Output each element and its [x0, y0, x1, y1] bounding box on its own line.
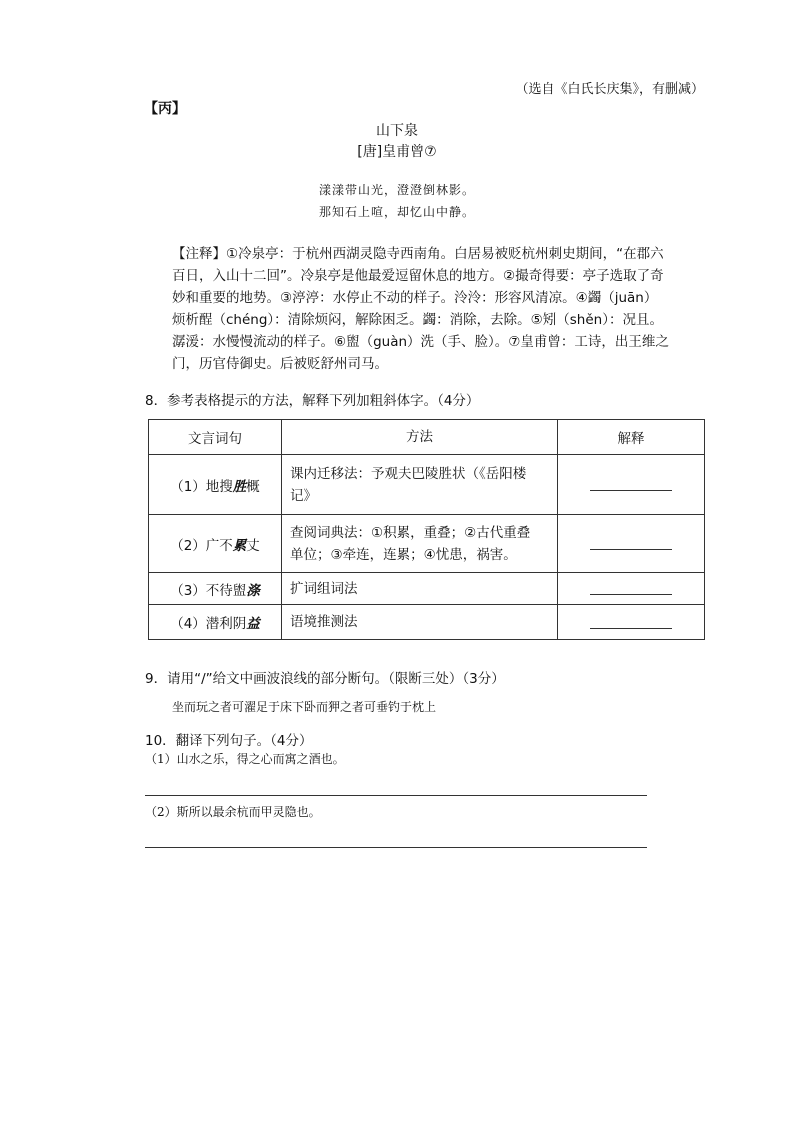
- method-cell: [282, 455, 558, 515]
- method-cell: [282, 515, 558, 573]
- answer-blank[interactable]: [590, 582, 672, 595]
- phrase-cell: [149, 455, 282, 515]
- poem-title: 山下泉: [376, 123, 418, 139]
- method-text: 单位；③牵连，连累；④忧患，祸害。: [290, 546, 517, 563]
- answer-blank[interactable]: [590, 616, 672, 629]
- answer-cell[interactable]: [558, 455, 705, 515]
- question-10-prompt: 10．翻译下列句子。（4分）: [145, 733, 313, 749]
- bold-word: 胜: [232, 478, 247, 495]
- bold-word: 益: [246, 616, 260, 632]
- method-cell: [282, 573, 558, 605]
- method-text: 课内迁移法：予观夫巴陵胜状（《岳阳楼: [290, 465, 527, 482]
- note-line: 百日，入山十二回”。冷泉亭是他最爱逗留休息的地方。②撮奇得要：亭子选取了奇: [172, 268, 664, 284]
- answer-line[interactable]: [145, 795, 647, 796]
- question-8-table: [148, 419, 705, 640]
- phrase-text: （1）地搜: [170, 478, 233, 495]
- poem-line-1: 漾漾带山光，澄澄倒林影。: [318, 183, 475, 197]
- answer-blank[interactable]: [590, 537, 672, 550]
- table-header: 解释: [558, 420, 705, 455]
- table-row: [149, 573, 705, 605]
- note-line: 潺湲：水慢慢流动的样子。⑥盥（guàn）洗（手、脸）。⑦皇甫曾：工诗，出王维之: [172, 334, 669, 350]
- table-header: 文言词句: [149, 420, 282, 455]
- answer-cell[interactable]: [558, 605, 705, 640]
- poem-author: [唐]皇甫曾⑦: [357, 144, 437, 160]
- answer-blank[interactable]: [590, 478, 672, 491]
- phrase-text: 丈: [246, 537, 260, 554]
- poem-line-2: 那知石上喧，却忆山中静。: [318, 205, 475, 219]
- method-text: 语境推测法: [290, 614, 358, 630]
- annotation-notes: [172, 243, 692, 375]
- phrase-text: （2）广不: [170, 537, 233, 554]
- table-row: [149, 455, 705, 515]
- bold-word: 累: [232, 537, 247, 554]
- phrase-cell: [149, 573, 282, 605]
- question-10-sentence-2: （2）斯所以最余杭而甲灵隐也。: [145, 805, 321, 819]
- note-line: 门，历官侍御史。后被贬舒州司马。: [172, 356, 388, 372]
- phrase-cell: [149, 605, 282, 640]
- method-cell: [282, 605, 558, 640]
- table-row: [149, 605, 705, 640]
- question-10-sentence-1: （1）山水之乐，得之心而寓之酒也。: [145, 752, 345, 766]
- answer-cell[interactable]: [558, 573, 705, 605]
- section-label: 【丙】: [144, 101, 186, 117]
- question-9-text: 坐而玩之者可濯足于床下卧而狎之者可垂钓于枕上: [172, 700, 437, 714]
- method-text: 记》: [290, 487, 317, 504]
- table-header: 方法: [282, 420, 558, 455]
- phrase-text: （3）不待盥: [170, 582, 247, 599]
- phrase-text: 概: [246, 478, 260, 495]
- answer-cell[interactable]: [558, 515, 705, 573]
- answer-line[interactable]: [145, 847, 647, 848]
- table-header-row: [149, 420, 705, 455]
- phrase-cell: [149, 515, 282, 573]
- bold-word: 涤: [246, 582, 260, 599]
- question-8-prompt: 8．参考表格提示的方法，解释下列加粗斜体字。（4分）: [145, 393, 480, 409]
- note-line: 【注释】①冷泉亭：于杭州西湖灵隐寺西南角。白居易被贬杭州刺史期间，“在郡六: [172, 246, 664, 262]
- method-text: 查阅词典法：①积累，重叠；②古代重叠: [290, 524, 531, 541]
- note-line: 妙和重要的地势。③渟渟：水停止不动的样子。泠泠：形容风清凉。④蠲（juān）: [172, 290, 658, 306]
- method-text: 扩词组词法: [290, 580, 358, 597]
- phrase-text: （4）潜利阴: [170, 616, 247, 632]
- question-9-prompt: 9．请用“/”给文中画波浪线的部分断句。（限断三处）（3分）: [145, 671, 505, 687]
- table-row: [149, 515, 705, 573]
- source-note: （选自《白氏长庆集》，有删减）: [515, 82, 704, 97]
- note-line: 烦析酲（chéng）：清除烦闷，解除困乏。蠲：消除，去除。⑤矧（shěn）：况且。: [172, 312, 663, 328]
